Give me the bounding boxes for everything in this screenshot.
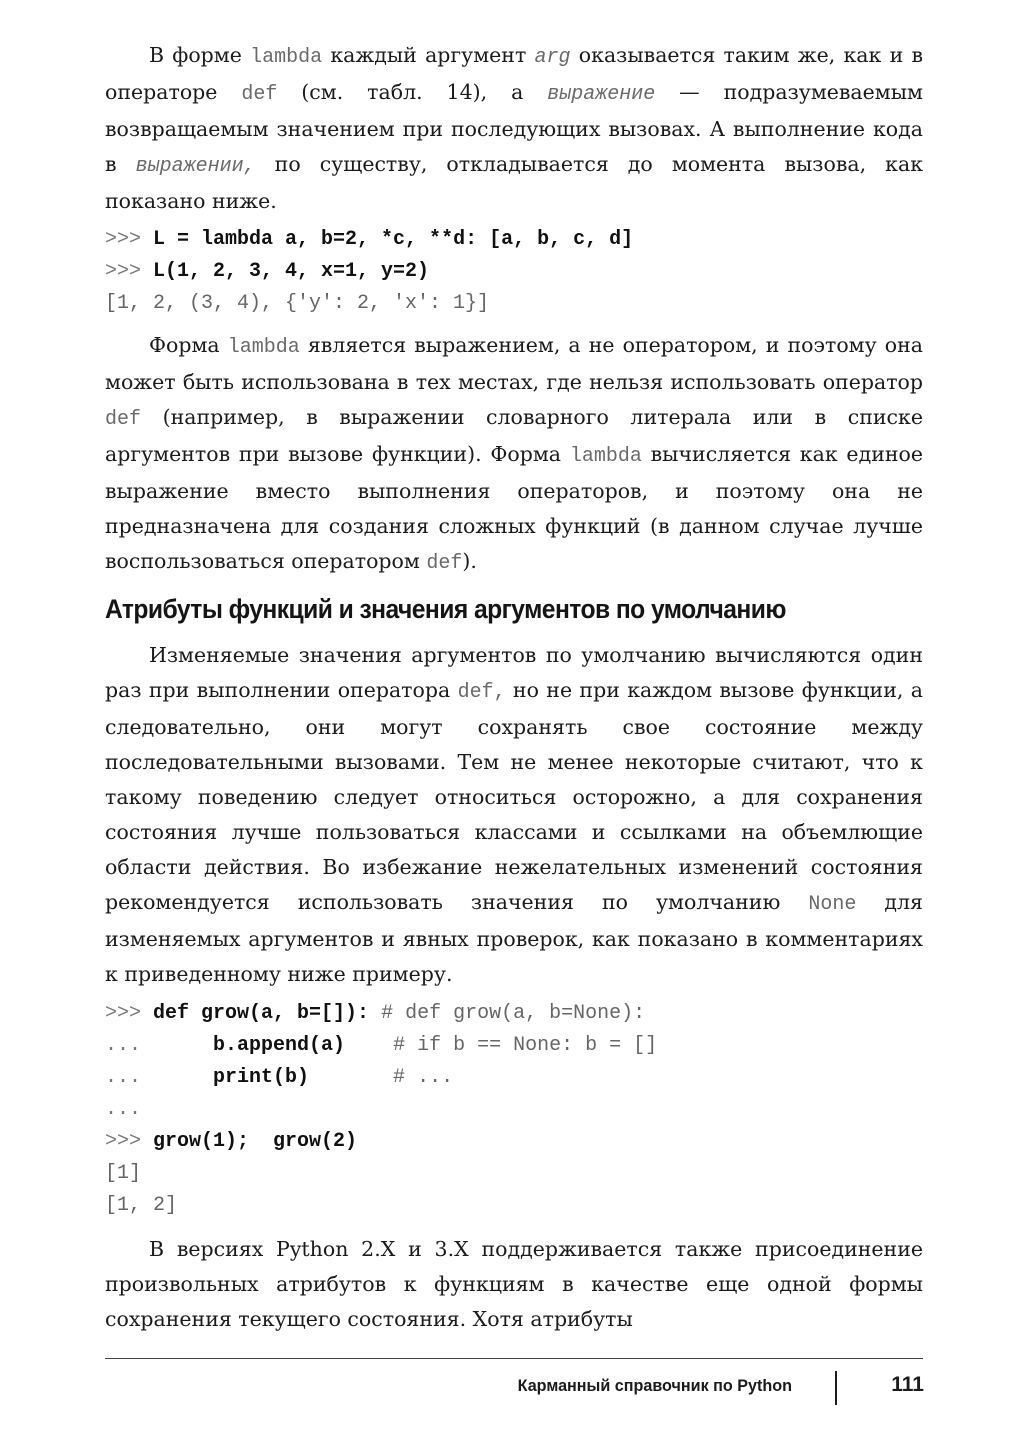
code-prompt: ... <box>105 1098 142 1121</box>
code-output: [1] <box>105 1162 142 1185</box>
code-comment: # if b == None: b = [] <box>345 1034 658 1057</box>
page-number: 111 <box>891 1373 924 1396</box>
code-comment: # ... <box>309 1066 454 1089</box>
code-line <box>105 256 923 288</box>
paragraph-lambda-form <box>105 38 923 219</box>
text-run: но не при каждом вызове функции, а следовательно, они могут сохранять свое состояние между последовательными вызовами. Тем не менее некоторые считают, что к такому поведению следует относиться осторожно, а для сохранения состояния лучше пользоваться классами и ссылками на объемлющие области действия. Во избежание нежелательных изменений состояния рекомендуется использовать значения по умолчанию <box>105 678 923 914</box>
text-run: по существу, откладывается до момента вызова, как показано ниже. <box>105 152 924 213</box>
text-run: В версиях Python 2.X и 3.X поддерживается также присоединение произвольных атрибутов к функциям в качестве еще одной формы сохранения текущего состояния. Хотя атрибуты <box>105 1237 923 1331</box>
code-prompt: >>> <box>105 260 154 283</box>
code-line <box>105 1062 923 1094</box>
code-input: L(1, 2, 3, 4, x=1, y=2) <box>153 260 430 283</box>
code-block-lambda <box>105 224 923 320</box>
text-run: является выражением, а не оператором, и поэтому она может быть использована в тех местах, где нельзя использовать оператор <box>105 333 923 394</box>
inline-code: lambda <box>227 336 300 359</box>
text-run: Форма <box>149 333 228 357</box>
inline-code-italic: выражении, <box>135 155 256 178</box>
code-line <box>105 1126 923 1158</box>
inline-code: def <box>426 552 463 575</box>
code-input: def grow(a, b=[]): <box>153 1002 370 1025</box>
paragraph-lambda-expression <box>105 328 923 581</box>
text-run: оказывается таким же, как и в операторе <box>105 43 923 104</box>
code-input: print(b) <box>213 1066 310 1089</box>
code-input: b.append(a) <box>213 1034 346 1057</box>
inline-code-italic: выражение <box>547 83 656 106</box>
code-line <box>105 1158 923 1190</box>
paragraph-default-values <box>105 638 923 992</box>
inline-code-italic: arg <box>534 46 571 69</box>
footer-separator <box>835 1371 837 1405</box>
code-output: [1, 2] <box>105 1194 178 1217</box>
section-heading: Атрибуты функций и значения аргументов по умолчанию <box>105 594 786 624</box>
code-line <box>105 224 923 256</box>
code-line <box>105 288 923 320</box>
text-run: (например, в выражении словарного литерала или в списке аргументов при вызове функции). Форма <box>105 405 923 466</box>
code-output: [1, 2, (3, 4), {'y': 2, 'x': 1}] <box>105 292 490 315</box>
code-block-grow <box>105 998 923 1222</box>
code-line <box>105 1190 923 1222</box>
code-line <box>105 1030 923 1062</box>
code-input: grow(1); grow(2) <box>153 1130 358 1153</box>
text-run: — подразумеваемым возвращаемым значением при последующих вызовах. А выполнение кода в <box>105 80 923 176</box>
code-prompt: ... <box>105 1034 214 1057</box>
inline-code: def <box>105 408 142 431</box>
inline-code: def, <box>457 681 506 704</box>
inline-code: def <box>241 83 278 106</box>
text-run: вычисляется как единое выражение вместо выполнения операторов, и поэтому она не предназначена для создания сложных функций (в данном случае лучше воспользоваться оператором <box>105 442 923 573</box>
inline-code: lambda <box>250 46 323 69</box>
code-prompt: ... <box>105 1066 214 1089</box>
footer-book-title: Карманный справочник по Python <box>517 1376 792 1395</box>
footer-rule <box>105 1358 923 1359</box>
text-run: ). <box>462 549 477 573</box>
text-run: (см. табл. 14), а <box>277 80 548 104</box>
text-run: каждый аргумент <box>322 43 535 67</box>
code-prompt: >>> <box>105 1130 154 1153</box>
paragraph-function-attributes <box>105 1232 923 1337</box>
code-line <box>105 998 923 1030</box>
code-comment: # def grow(a, b=None): <box>369 1002 646 1025</box>
inline-code: None <box>808 893 857 916</box>
inline-code: lambda <box>569 445 642 468</box>
code-prompt: >>> <box>105 228 154 251</box>
text-run: для изменяемых аргументов и явных проверок, как показано в комментариях к приведенному ниже примеру. <box>105 890 923 986</box>
code-line <box>105 1094 923 1126</box>
text-run: В форме <box>149 43 251 67</box>
code-prompt: >>> <box>105 1002 154 1025</box>
text-run: Изменяемые значения аргументов по умолчанию вычисляются один раз при выполнении оператора <box>105 643 923 702</box>
code-input: L = lambda a, b=2, *c, **d: [a, b, c, d] <box>153 228 634 251</box>
